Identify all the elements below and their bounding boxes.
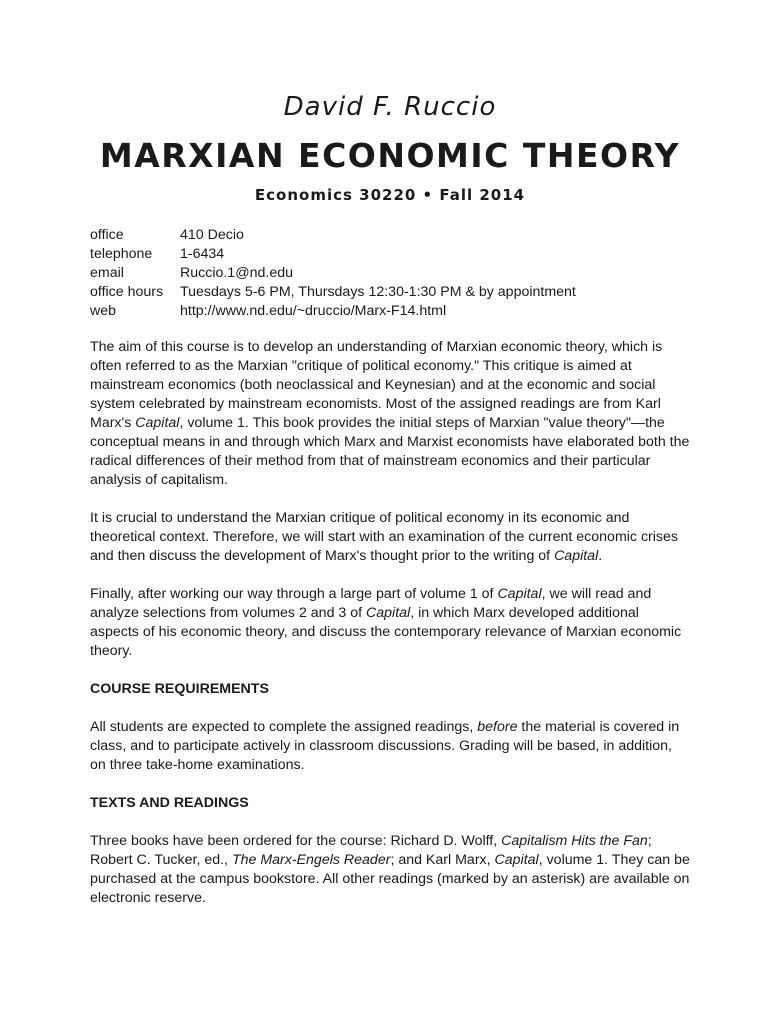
paragraph-context bbox=[90, 509, 690, 566]
text-run: ; and Karl Marx, bbox=[390, 852, 495, 868]
info-label: office hours bbox=[90, 284, 164, 300]
paragraph-requirements bbox=[90, 718, 690, 775]
text-run: . bbox=[598, 548, 603, 564]
heading-course-requirements: COURSE REQUIREMENTS bbox=[90, 681, 269, 697]
info-row-web bbox=[90, 302, 690, 321]
author-name: David F. Ruccio bbox=[283, 92, 497, 122]
text-run: , volume 1. They can be purchased at the campus bookstore. All other readings (marked by an asterisk) are available on electronic reserve. bbox=[90, 852, 690, 906]
info-row-office-hours bbox=[90, 283, 690, 302]
info-value: Tuesdays 5-6 PM, Thursdays 12:30-1:30 PM & by appointment bbox=[180, 284, 576, 300]
text-run: ; Robert C. Tucker, ed., bbox=[90, 833, 652, 868]
book-title: Capital bbox=[366, 605, 411, 621]
book-title: Capital bbox=[494, 852, 539, 868]
info-value: 410 Decio bbox=[180, 227, 244, 243]
heading-texts-and-readings: TEXTS AND READINGS bbox=[90, 795, 249, 811]
info-value: Ruccio.1@nd.edu bbox=[180, 265, 293, 281]
text-run: The aim of this course is to develop an understanding of Marxian economic theory, which is often referred to as the Marxian "critique of political economy." This critique is aimed at mainstream economics (both neoclassical and Keynesian) and at the economic and social system celebrated by mainstream economists. Most of the assigned readings are from Karl Marx's bbox=[90, 339, 663, 431]
book-title: Capital bbox=[497, 586, 542, 602]
text-run: Three books have been ordered for the course: Richard D. Wolff, bbox=[90, 833, 502, 849]
paragraph-aim bbox=[90, 338, 690, 490]
text-run: , we will read and analyze selections from volumes 2 and 3 of bbox=[90, 586, 652, 621]
text-run: Finally, after working our way through a large part of volume 1 of bbox=[90, 586, 498, 602]
info-value: http://www.nd.edu/~druccio/Marx-F14.html bbox=[180, 303, 447, 319]
paragraph-texts bbox=[90, 832, 690, 908]
info-row-telephone bbox=[90, 245, 690, 264]
contact-info bbox=[90, 226, 690, 321]
text-run: , in which Marx developed additional aspects of his economic theory, and discuss the contemporary relevance of Marxian economic theory. bbox=[90, 605, 682, 659]
book-title: Capital bbox=[554, 548, 599, 564]
info-label: web bbox=[90, 303, 117, 319]
info-label: office bbox=[90, 227, 124, 243]
book-title: Capital bbox=[135, 415, 180, 431]
text-run: It is crucial to understand the Marxian critique of political economy in its economic and theoretical context. Therefore, we will start with an examination of the current economic crises and then discuss the development of Marx's thought prior to the writing of bbox=[90, 510, 678, 564]
info-label: telephone bbox=[90, 246, 153, 262]
course-subtitle: Economics 30220 • Fall 2014 bbox=[254, 186, 526, 204]
info-row-email bbox=[90, 264, 690, 283]
syllabus-body bbox=[90, 338, 690, 927]
text-run: All students are expected to complete the assigned readings, bbox=[90, 719, 478, 735]
emphasis: before bbox=[477, 719, 518, 735]
info-row-office bbox=[90, 226, 690, 245]
paragraph-finally bbox=[90, 585, 690, 661]
info-label: email bbox=[90, 265, 124, 281]
text-run: , volume 1. This book provides the initial steps of Marxian "value theory"—the conceptual means in and through which Marx and Marxist economists have elaborated both the radical differences of their method from that of mainstream economics and their particular analysis of capitalism. bbox=[90, 415, 690, 488]
course-title: MARXIAN ECONOMIC THEORY bbox=[99, 136, 681, 175]
book-title: Capitalism Hits the Fan bbox=[501, 833, 648, 849]
book-title: The Marx-Engels Reader bbox=[231, 852, 391, 868]
text-run: the material is covered in class, and to participate actively in classroom discussions. Grading will be based, in addition, on three take-home examinations. bbox=[90, 719, 680, 773]
info-value: 1-6434 bbox=[180, 246, 225, 262]
